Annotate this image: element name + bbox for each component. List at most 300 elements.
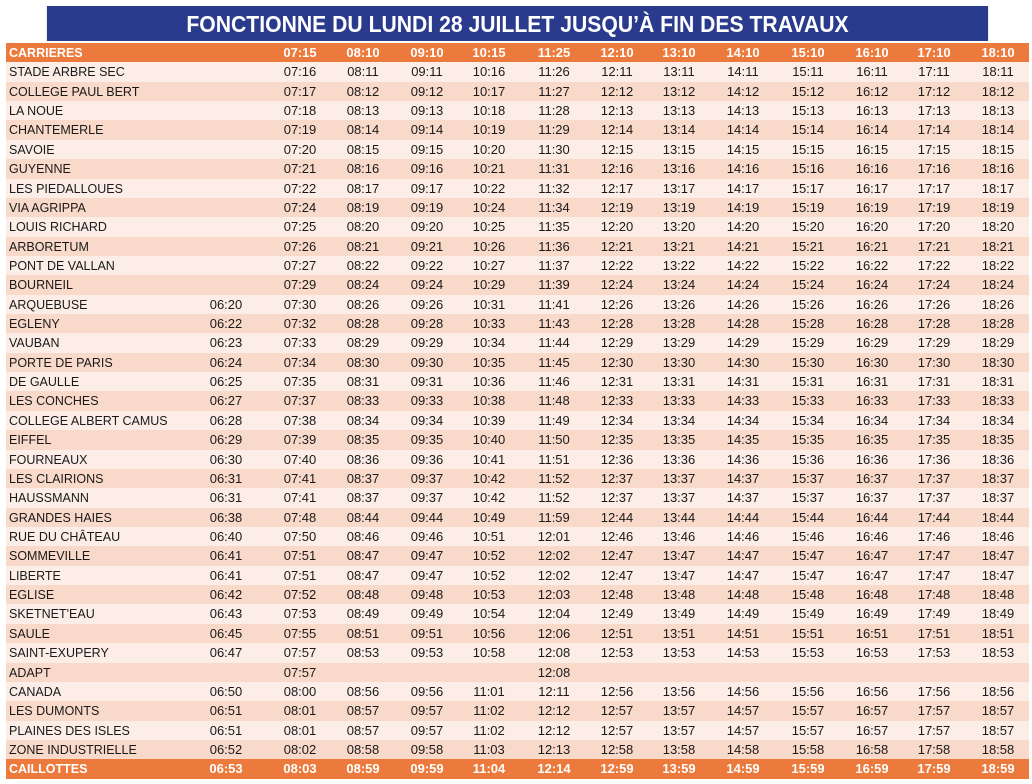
departure-time: 14:24 xyxy=(726,277,760,293)
departure-time xyxy=(465,663,513,682)
departure-time: 16:29 xyxy=(855,335,889,351)
departure-time: 13:21 xyxy=(662,238,696,254)
departure-time: 13:28 xyxy=(662,316,696,332)
departure-time: 06:31 xyxy=(209,490,243,506)
departure-time: 07:53 xyxy=(283,606,317,622)
departure-time: 13:58 xyxy=(662,741,696,757)
departure-time: 17:29 xyxy=(917,335,951,351)
departure-time: 11:35 xyxy=(538,219,570,235)
departure-time: 16:47 xyxy=(855,567,889,583)
timetable-row xyxy=(6,469,1029,488)
departure-time: 17:37 xyxy=(917,470,951,486)
stop-name: EGLISE xyxy=(9,588,55,603)
departure-time: 09:48 xyxy=(410,587,444,603)
departure-time: 12:11 xyxy=(538,683,570,699)
departure-time xyxy=(202,101,250,120)
departure-time: 14:59 xyxy=(726,761,760,777)
departure-time: 14:19 xyxy=(726,199,760,215)
departure-time: 14:31 xyxy=(726,374,760,390)
departure-time: 15:13 xyxy=(791,103,825,119)
departure-time: 09:53 xyxy=(410,645,444,661)
departure-time: 15:47 xyxy=(791,548,825,564)
departure-time: 17:15 xyxy=(917,141,951,157)
departure-time: 17:57 xyxy=(917,722,951,738)
departure-time: 14:57 xyxy=(726,722,760,738)
departure-time: 06:41 xyxy=(209,567,243,583)
departure-time: 17:26 xyxy=(917,296,951,312)
departure-time: 15:49 xyxy=(791,606,825,622)
timetable-row xyxy=(6,256,1029,275)
departure-time: 16:21 xyxy=(855,238,889,254)
departure-time: 10:34 xyxy=(472,335,506,351)
departure-time: 07:32 xyxy=(283,316,317,332)
departure-time: 15:59 xyxy=(791,761,825,777)
departure-time: 09:49 xyxy=(410,606,444,622)
timetable-row xyxy=(6,372,1029,391)
departure-time: 12:13 xyxy=(537,741,571,757)
departure-time: 08:03 xyxy=(283,761,317,777)
departure-time: 14:10 xyxy=(726,45,760,60)
departure-time: 15:22 xyxy=(791,257,825,273)
stop-name: CHANTEMERLE xyxy=(9,123,104,138)
timetable-row xyxy=(6,179,1029,198)
departure-time: 07:20 xyxy=(283,141,317,157)
departure-time: 07:37 xyxy=(283,393,317,409)
departure-time: 07:57 xyxy=(283,664,317,680)
departure-time: 12:17 xyxy=(600,180,634,196)
departure-time: 08:51 xyxy=(346,625,380,641)
timetable-row xyxy=(6,295,1029,314)
departure-time: 17:46 xyxy=(917,528,951,544)
departure-time: 18:37 xyxy=(981,490,1015,506)
departure-time: 12:01 xyxy=(537,528,571,544)
departure-time: 09:22 xyxy=(410,257,444,273)
departure-time: 09:31 xyxy=(410,374,444,390)
departure-time: 16:31 xyxy=(855,374,889,390)
departure-time: 18:29 xyxy=(981,335,1015,351)
departure-time: 16:57 xyxy=(855,722,889,738)
departure-time: 08:35 xyxy=(346,432,380,448)
timetable-row xyxy=(6,527,1029,546)
departure-time: 12:15 xyxy=(600,141,634,157)
departure-time: 15:57 xyxy=(791,722,825,738)
departure-time: 12:37 xyxy=(600,470,634,486)
departure-time: 10:54 xyxy=(472,606,506,622)
departure-time: 12:29 xyxy=(600,335,634,351)
departure-time: 14:36 xyxy=(726,451,760,467)
departure-time: 15:30 xyxy=(791,354,825,370)
departure-time: 17:13 xyxy=(917,103,951,119)
departure-time: 09:57 xyxy=(410,722,444,738)
timetable-row xyxy=(6,411,1029,430)
departure-time: 08:00 xyxy=(283,683,317,699)
departure-time: 17:22 xyxy=(917,257,951,273)
departure-time: 08:12 xyxy=(346,83,380,99)
departure-time: 06:24 xyxy=(209,354,243,370)
departure-time: 09:28 xyxy=(410,316,444,332)
departure-time: 17:34 xyxy=(917,412,951,428)
departure-time: 16:59 xyxy=(855,761,889,777)
stop-name: COLLEGE ALBERT CAMUS xyxy=(9,413,168,428)
departure-time: 17:37 xyxy=(917,490,951,506)
departure-time: 11:52 xyxy=(538,490,570,506)
departure-time: 11:37 xyxy=(538,257,570,273)
stop-name: BOURNEIL xyxy=(9,278,73,293)
departure-time: 11:41 xyxy=(538,296,570,312)
departure-time: 12:12 xyxy=(537,703,571,719)
departure-time: 13:29 xyxy=(662,335,696,351)
departure-time: 16:48 xyxy=(855,587,889,603)
departure-time: 16:49 xyxy=(855,606,889,622)
departure-time: 13:49 xyxy=(662,606,696,622)
departure-time: 07:33 xyxy=(283,335,317,351)
departure-time: 13:59 xyxy=(662,761,696,777)
departure-time: 11:52 xyxy=(538,470,570,486)
departure-time: 15:57 xyxy=(791,703,825,719)
departure-time: 07:24 xyxy=(283,199,317,215)
departure-time: 06:38 xyxy=(209,509,243,525)
departure-time: 13:16 xyxy=(662,161,696,177)
departure-time: 11:32 xyxy=(538,180,570,196)
stop-name: LES CONCHES xyxy=(9,394,99,409)
departure-time: 12:03 xyxy=(537,587,571,603)
departure-time: 14:47 xyxy=(726,548,760,564)
stop-name: SAINT-EXUPERY xyxy=(9,646,109,661)
departure-time: 08:58 xyxy=(346,741,380,757)
departure-time: 16:11 xyxy=(856,64,888,80)
departure-time: 08:47 xyxy=(346,548,380,564)
departure-time: 10:19 xyxy=(472,122,506,138)
departure-time: 17:49 xyxy=(917,606,951,622)
departure-time xyxy=(202,179,250,198)
departure-time: 06:28 xyxy=(209,412,243,428)
departure-time: 14:20 xyxy=(726,219,760,235)
departure-time: 06:20 xyxy=(209,296,243,312)
departure-time: 16:13 xyxy=(855,103,889,119)
stop-name: VAUBAN xyxy=(9,336,60,351)
departure-time: 13:33 xyxy=(662,393,696,409)
departure-time: 06:25 xyxy=(209,374,243,390)
departure-time: 06:23 xyxy=(209,335,243,351)
departure-time: 12:08 xyxy=(537,664,571,680)
departure-time: 15:47 xyxy=(791,567,825,583)
departure-time: 14:29 xyxy=(726,335,760,351)
departure-time: 09:30 xyxy=(410,354,444,370)
departure-time: 15:34 xyxy=(791,412,825,428)
departure-time: 14:34 xyxy=(726,412,760,428)
departure-time xyxy=(593,663,641,682)
departure-time: 18:51 xyxy=(981,625,1015,641)
departure-time: 07:29 xyxy=(283,277,317,293)
departure-time: 15:28 xyxy=(791,316,825,332)
departure-time: 10:31 xyxy=(472,296,506,312)
departure-time: 18:58 xyxy=(981,741,1015,757)
departure-time: 16:26 xyxy=(855,296,889,312)
departure-time: 18:49 xyxy=(981,606,1015,622)
departure-time: 17:19 xyxy=(917,199,951,215)
departure-time: 18:33 xyxy=(981,393,1015,409)
departure-time: 12:48 xyxy=(600,587,634,603)
departure-time: 12:59 xyxy=(600,761,634,777)
departure-time: 18:24 xyxy=(981,277,1015,293)
stop-name: EIFFEL xyxy=(9,433,52,448)
departure-time: 07:16 xyxy=(283,64,317,80)
stop-name: PORTE DE PARIS xyxy=(9,355,113,370)
departure-time: 06:50 xyxy=(209,683,243,699)
departure-time: 11:34 xyxy=(538,199,570,215)
stop-name: LA NOUE xyxy=(9,104,64,119)
stop-name: LES PIEDALLOUES xyxy=(9,181,123,196)
departure-time: 12:13 xyxy=(600,103,634,119)
departure-time: 08:14 xyxy=(346,122,380,138)
timetable-row xyxy=(6,508,1029,527)
departure-time: 15:46 xyxy=(791,528,825,544)
departure-time: 11:01 xyxy=(473,683,505,699)
departure-time: 18:53 xyxy=(981,645,1015,661)
departure-time: 08:57 xyxy=(346,722,380,738)
departure-time: 12:02 xyxy=(537,548,571,564)
departure-time: 11:02 xyxy=(473,722,505,738)
timetable-row xyxy=(6,314,1029,333)
departure-time: 11:50 xyxy=(538,432,570,448)
departure-time: 12:26 xyxy=(600,296,634,312)
departure-time: 17:51 xyxy=(917,625,951,641)
departure-time: 08:36 xyxy=(346,451,380,467)
departure-time: 18:15 xyxy=(981,141,1015,157)
stop-name: PONT DE VALLAN xyxy=(9,258,115,273)
timetable-row xyxy=(6,353,1029,372)
departure-time: 11:59 xyxy=(538,509,570,525)
departure-time: 07:57 xyxy=(283,645,317,661)
departure-time: 09:47 xyxy=(410,567,444,583)
departure-time: 07:52 xyxy=(283,587,317,603)
stop-name: LES CLAIRIONS xyxy=(9,471,104,486)
departure-time: 18:36 xyxy=(981,451,1015,467)
departure-time: 15:29 xyxy=(791,335,825,351)
departure-time: 14:21 xyxy=(726,238,760,254)
departure-time: 11:02 xyxy=(473,703,505,719)
departure-time: 14:49 xyxy=(726,606,760,622)
timetable-row xyxy=(6,682,1029,701)
departure-time: 14:26 xyxy=(726,296,760,312)
departure-time: 17:14 xyxy=(917,122,951,138)
departure-time: 12:44 xyxy=(600,509,634,525)
departure-time: 07:38 xyxy=(283,412,317,428)
stop-name: SAVOIE xyxy=(9,142,55,157)
departure-time: 12:14 xyxy=(600,122,634,138)
departure-time: 16:47 xyxy=(855,548,889,564)
departure-time: 12:31 xyxy=(600,374,634,390)
departure-time: 18:37 xyxy=(981,470,1015,486)
departure-time: 18:56 xyxy=(981,683,1015,699)
departure-time: 08:33 xyxy=(346,393,380,409)
departure-time: 14:47 xyxy=(726,567,760,583)
departure-time: 07:35 xyxy=(283,374,317,390)
departure-time: 11:43 xyxy=(538,316,570,332)
departure-time: 12:21 xyxy=(600,238,634,254)
departure-time: 10:35 xyxy=(472,354,506,370)
departure-time: 06:52 xyxy=(209,741,243,757)
timetable-row xyxy=(6,740,1029,759)
departure-time: 07:41 xyxy=(283,490,317,506)
departure-time: 13:53 xyxy=(662,645,696,661)
departure-time: 12:51 xyxy=(600,625,634,641)
departure-time: 15:11 xyxy=(792,64,824,80)
departure-time: 09:26 xyxy=(410,296,444,312)
departure-time xyxy=(339,663,387,682)
departure-time: 06:30 xyxy=(209,451,243,467)
departure-time: 12:02 xyxy=(537,567,571,583)
departure-time: 14:28 xyxy=(726,316,760,332)
departure-time: 09:19 xyxy=(410,199,444,215)
departure-time: 09:37 xyxy=(410,490,444,506)
departure-time: 16:33 xyxy=(855,393,889,409)
departure-time: 10:20 xyxy=(472,141,506,157)
departure-time: 14:13 xyxy=(726,103,760,119)
timetable-row xyxy=(6,663,1029,682)
departure-time: 17:10 xyxy=(917,45,951,60)
departure-time: 15:10 xyxy=(791,45,825,60)
stop-name: VIA AGRIPPA xyxy=(9,200,86,215)
departure-time: 15:16 xyxy=(791,161,825,177)
timetable-row xyxy=(6,217,1029,236)
departure-time: 12:08 xyxy=(537,645,571,661)
departure-time: 11:04 xyxy=(472,761,506,777)
departure-time: 15:26 xyxy=(791,296,825,312)
departure-time: 09:35 xyxy=(410,432,444,448)
departure-time: 07:50 xyxy=(283,528,317,544)
timetable-row xyxy=(6,275,1029,294)
departure-time: 09:16 xyxy=(410,161,444,177)
timetable-row xyxy=(6,604,1029,623)
departure-time xyxy=(784,663,832,682)
departure-time: 08:37 xyxy=(346,490,380,506)
departure-time: 12:20 xyxy=(600,219,634,235)
departure-time: 07:41 xyxy=(283,470,317,486)
departure-time: 10:42 xyxy=(472,490,506,506)
departure-time: 09:15 xyxy=(410,141,444,157)
departure-time: 13:26 xyxy=(662,296,696,312)
stop-name: RUE DU CHÂTEAU xyxy=(9,529,121,544)
departure-time: 08:56 xyxy=(346,683,380,699)
departure-time: 08:01 xyxy=(283,722,317,738)
timetable-row xyxy=(6,546,1029,565)
stop-name: CANADA xyxy=(9,684,62,699)
departure-time: 18:19 xyxy=(981,199,1015,215)
departure-time: 14:57 xyxy=(726,703,760,719)
departure-time: 12:30 xyxy=(600,354,634,370)
departure-time: 16:34 xyxy=(855,412,889,428)
page-title: FONCTIONNE DU LUNDI 28 JUILLET JUSQU’À FIN DES TRAVAUX xyxy=(47,6,988,41)
departure-time: 10:33 xyxy=(472,316,506,332)
departure-time xyxy=(974,663,1022,682)
departure-time xyxy=(848,663,896,682)
departure-time: 16:15 xyxy=(855,141,889,157)
departure-time: 08:15 xyxy=(346,141,380,157)
departure-time: 13:17 xyxy=(662,180,696,196)
departure-time: 10:49 xyxy=(472,509,506,525)
departure-time: 07:51 xyxy=(283,567,317,583)
departure-time: 12:47 xyxy=(600,548,634,564)
departure-time: 09:21 xyxy=(410,238,444,254)
departure-time: 17:47 xyxy=(917,567,951,583)
departure-time: 12:04 xyxy=(537,606,571,622)
departure-time: 18:57 xyxy=(981,722,1015,738)
departure-time: 08:11 xyxy=(347,64,379,80)
departure-time: 06:42 xyxy=(209,587,243,603)
stop-name: EGLENY xyxy=(9,317,60,332)
departure-time: 17:36 xyxy=(917,451,951,467)
departure-time xyxy=(202,256,250,275)
departure-time: 08:44 xyxy=(346,509,380,525)
departure-time: 17:58 xyxy=(917,741,951,757)
departure-time: 07:34 xyxy=(283,354,317,370)
departure-time: 07:15 xyxy=(283,45,317,60)
stop-name: ADAPT xyxy=(9,665,51,680)
departure-time: 09:51 xyxy=(410,625,444,641)
departure-time: 08:48 xyxy=(346,587,380,603)
departure-time: 11:27 xyxy=(538,83,570,99)
departure-time: 11:28 xyxy=(538,103,570,119)
departure-time xyxy=(403,663,451,682)
timetable-row xyxy=(6,62,1029,81)
timetable-row xyxy=(6,643,1029,662)
departure-time: 11:30 xyxy=(538,141,570,157)
departure-time: 18:20 xyxy=(981,219,1015,235)
departure-time: 10:39 xyxy=(472,412,506,428)
departure-time: 07:18 xyxy=(283,103,317,119)
stop-name: SKETNET'EAU xyxy=(9,607,95,622)
departure-time: 11:49 xyxy=(538,412,570,428)
departure-time: 12:22 xyxy=(600,257,634,273)
departure-time: 11:36 xyxy=(538,238,570,254)
departure-time: 14:22 xyxy=(726,257,760,273)
departure-time: 18:26 xyxy=(981,296,1015,312)
departure-time: 15:19 xyxy=(791,199,825,215)
departure-time: 08:02 xyxy=(283,741,317,757)
departure-time: 13:14 xyxy=(662,122,696,138)
timetable-row xyxy=(6,624,1029,643)
departure-time: 16:53 xyxy=(855,645,889,661)
departure-time: 13:12 xyxy=(662,83,696,99)
departure-time: 16:24 xyxy=(855,277,889,293)
departure-time: 09:46 xyxy=(410,528,444,544)
departure-time: 10:56 xyxy=(472,625,506,641)
stop-name: SAULE xyxy=(9,626,50,641)
departure-time: 13:34 xyxy=(662,412,696,428)
timetable-row xyxy=(6,585,1029,604)
departure-time: 07:26 xyxy=(283,238,317,254)
departure-time: 08:21 xyxy=(346,238,380,254)
departure-time: 14:15 xyxy=(726,141,760,157)
departure-time: 15:35 xyxy=(791,432,825,448)
departure-time: 17:53 xyxy=(917,645,951,661)
timetable-row xyxy=(6,701,1029,720)
departure-time: 11:39 xyxy=(538,277,570,293)
departure-time: 17:59 xyxy=(917,761,951,777)
departure-time: 14:37 xyxy=(726,470,760,486)
departure-time: 15:21 xyxy=(791,238,825,254)
departure-time: 18:17 xyxy=(981,180,1015,196)
departure-time: 06:47 xyxy=(209,645,243,661)
departure-time: 11:31 xyxy=(538,161,570,177)
departure-time: 17:33 xyxy=(917,393,951,409)
departure-time: 14:44 xyxy=(726,509,760,525)
departure-time: 10:40 xyxy=(472,432,506,448)
departure-time: 16:44 xyxy=(855,509,889,525)
departure-time: 10:52 xyxy=(472,567,506,583)
departure-time: 15:12 xyxy=(791,83,825,99)
